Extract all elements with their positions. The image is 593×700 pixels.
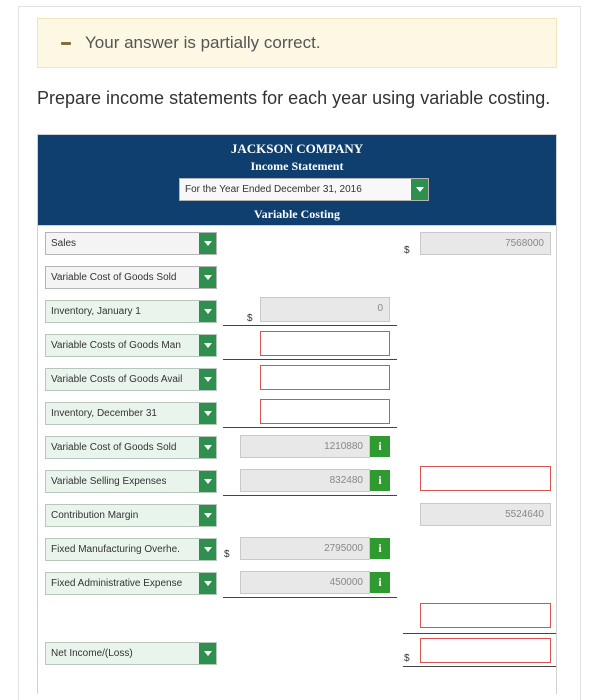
amount-input-fixed-admin[interactable]: 450000 <box>240 571 370 594</box>
row-label: Inventory, December 31 <box>51 408 157 419</box>
info-icon[interactable]: i <box>370 572 390 593</box>
chevron-down-icon[interactable] <box>199 267 216 288</box>
info-icon[interactable]: i <box>370 538 390 559</box>
chevron-down-icon[interactable] <box>199 369 216 390</box>
chevron-down-icon[interactable] <box>199 233 216 254</box>
underline <box>223 427 397 428</box>
amount-input-goods-available[interactable] <box>260 365 390 390</box>
period-dropdown[interactable] <box>179 178 429 201</box>
partial-correct-icon <box>61 42 71 45</box>
amount-input-inventory-dec[interactable] <box>260 399 390 424</box>
row-label: Variable Cost of Goods Sold <box>51 442 177 453</box>
amount-input-inventory-jan[interactable]: 0 <box>260 297 390 322</box>
info-icon[interactable]: i <box>370 470 390 491</box>
info-icon[interactable]: i <box>370 436 390 457</box>
amount-input-total-variable[interactable] <box>420 466 551 491</box>
chevron-down-icon[interactable] <box>199 437 216 458</box>
dollar-sign: $ <box>224 549 230 560</box>
amount-input-cogm[interactable] <box>260 331 390 356</box>
row-label-dropdown[interactable] <box>45 266 217 289</box>
amount-input-fixed-mfg[interactable]: 2795000 <box>240 537 370 560</box>
chevron-down-icon[interactable] <box>199 335 216 356</box>
underline <box>223 597 397 598</box>
dollar-sign: $ <box>404 653 410 664</box>
income-statement-worksheet <box>37 134 557 694</box>
amount-input-sales[interactable]: 7568000 <box>420 232 551 255</box>
row-label: Variable Costs of Goods Man <box>51 340 181 351</box>
row-label-dropdown[interactable] <box>45 436 217 459</box>
row-label: Variable Costs of Goods Avail <box>51 374 183 385</box>
row-label: Fixed Administrative Expense <box>51 578 183 589</box>
chevron-down-icon[interactable] <box>411 179 428 200</box>
row-label: Fixed Manufacturing Overhe. <box>51 544 180 555</box>
amount-input-var-selling[interactable]: 832480 <box>240 469 370 492</box>
row-label-dropdown[interactable] <box>45 300 217 323</box>
chevron-down-icon[interactable] <box>199 471 216 492</box>
statement-title: Income Statement <box>250 159 344 173</box>
underline <box>223 495 397 496</box>
row-label-dropdown[interactable] <box>45 538 217 561</box>
underline <box>403 666 556 667</box>
amount-input-var-cogs[interactable]: 1210880 <box>240 435 370 458</box>
row-label-dropdown[interactable] <box>45 368 217 391</box>
underline <box>223 359 397 360</box>
underline <box>403 633 556 634</box>
company-name: JACKSON COMPANY <box>230 141 364 156</box>
row-label: Inventory, January 1 <box>51 306 141 317</box>
chevron-down-icon[interactable] <box>199 573 216 594</box>
costing-method: Variable Costing <box>254 207 340 221</box>
amount-input-net-income[interactable] <box>420 638 551 663</box>
row-label: Sales <box>51 238 77 249</box>
row-label: Net Income/(Loss) <box>51 648 133 659</box>
feedback-banner <box>37 18 557 68</box>
dollar-sign: $ <box>404 245 410 256</box>
row-label-dropdown[interactable] <box>45 642 217 665</box>
chevron-down-icon[interactable] <box>199 539 216 560</box>
instructions-text: Prepare income statements for each year using variable costing. <box>37 88 551 108</box>
amount-input-contribution-margin[interactable]: 5524640 <box>420 503 551 526</box>
chevron-down-icon[interactable] <box>199 403 216 424</box>
row-label-dropdown[interactable] <box>45 572 217 595</box>
row-label: Contribution Margin <box>51 510 139 521</box>
statement-header <box>38 135 556 226</box>
chevron-down-icon[interactable] <box>199 505 216 526</box>
dollar-sign: $ <box>247 313 253 324</box>
row-label-dropdown[interactable] <box>45 402 217 425</box>
amount-input-total-fixed[interactable] <box>420 603 551 628</box>
period-value: For the Year Ended December 31, 2016 <box>185 184 362 195</box>
underline <box>223 325 397 326</box>
chevron-down-icon[interactable] <box>199 643 216 664</box>
chevron-down-icon[interactable] <box>199 301 216 322</box>
row-label-dropdown[interactable] <box>45 232 217 255</box>
row-label-dropdown[interactable] <box>45 504 217 527</box>
row-label: Variable Cost of Goods Sold <box>51 272 177 283</box>
row-label: Variable Selling Expenses <box>51 476 167 487</box>
row-label-dropdown[interactable] <box>45 470 217 493</box>
feedback-message: Your answer is partially correct. <box>85 33 321 52</box>
row-label-dropdown[interactable] <box>45 334 217 357</box>
